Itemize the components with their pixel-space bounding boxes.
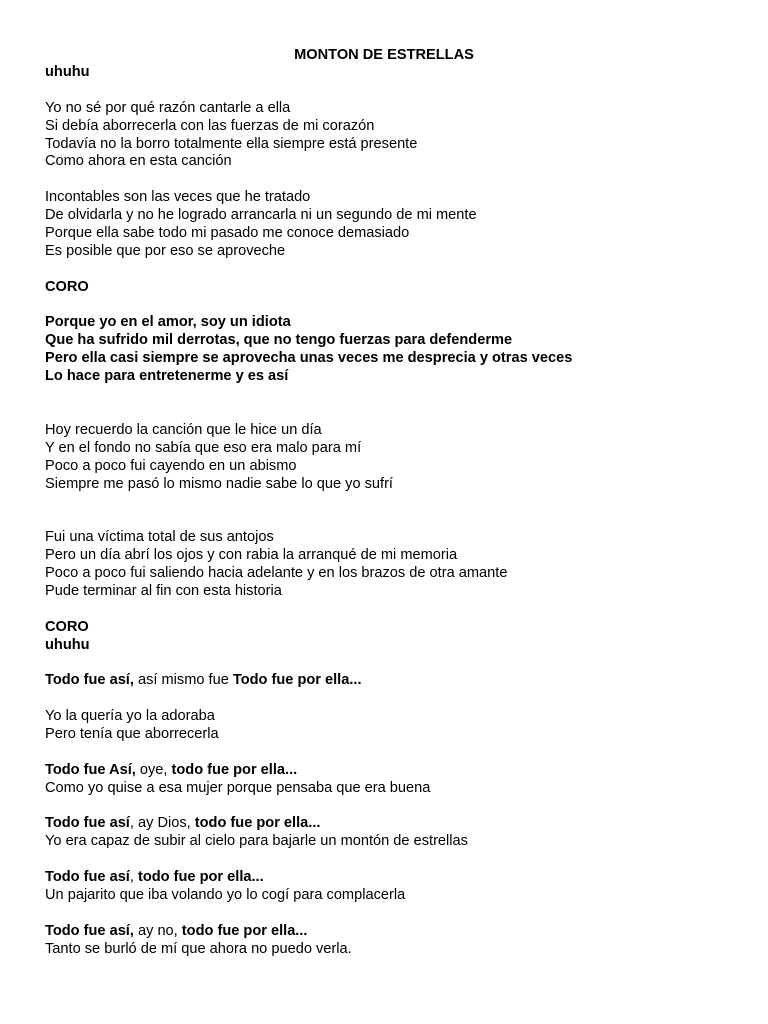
lyric-line: Porque ella sabe todo mi pasado me conoce demasiado — [45, 225, 410, 242]
verse-3 — [45, 422, 748, 494]
verse-5 — [45, 708, 748, 744]
lyric-line: Incontables son las veces que he tratado — [45, 189, 311, 206]
refrain-normal: ay no, — [133, 922, 182, 939]
refrain-bold: Todo fue Así, — [45, 761, 136, 778]
lyric-line: Pero tenía que aborrecerla — [45, 725, 219, 742]
lyric-line: Tanto se burló de mí que ahora no puedo verla. — [45, 940, 352, 957]
refrain-bold: Todo fue así — [45, 869, 130, 886]
lyric-line: Y en el fondo no sabía que eso era malo para mí — [45, 439, 362, 456]
refrain-normal: así mismo fue — [133, 672, 233, 689]
intro-line: uhuhu — [45, 64, 90, 80]
lyric-line: Pero un día abrí los ojos y con rabia la arranqué de mi memoria — [45, 547, 458, 564]
refrain-bold: todo fue por ella... — [194, 815, 321, 832]
refrain-bold: Todo fue así, — [45, 922, 134, 939]
verse-1 — [45, 100, 748, 172]
lyric-line: Hoy recuerdo la canción que le hice un día — [45, 421, 322, 438]
lyrics-body — [45, 64, 748, 959]
refrain-bold: todo fue por ella... — [137, 869, 264, 886]
lyric-line: Siempre me pasó lo mismo nadie sabe lo que yo sufrí — [45, 475, 393, 492]
refrain-normal: oye, — [135, 761, 172, 778]
page-title: MONTON DE ESTRELLAS — [294, 47, 474, 63]
coro-line: Lo hace para entretenerme y es así — [45, 368, 289, 385]
lyric-line: Un pajarito que iba volando yo lo cogí para complacerla — [45, 887, 406, 903]
coro-line: Porque yo en el amor, soy un idiota — [45, 314, 291, 331]
lyric-line: Si debía aborrecerla con las fuerzas de mi corazón — [45, 117, 375, 134]
coro-label: CORO — [45, 618, 89, 635]
lyric-line: Poco a poco fui cayendo en un abismo — [45, 457, 297, 474]
refrain-bold: Todo fue por ella... — [232, 672, 362, 689]
refrain-bold: todo fue por ella... — [171, 761, 298, 778]
refrain-bold: todo fue por ella... — [181, 922, 308, 939]
refrain-line — [45, 762, 748, 780]
lyric-line: Yo era capaz de subir al cielo para bajarle un montón de estrellas — [45, 833, 468, 850]
lyric-line: Es posible que por eso se aproveche — [45, 242, 286, 259]
refrain-normal: , — [129, 869, 138, 886]
coro-block — [45, 314, 748, 386]
lyric-line: Como yo quise a esa mujer porque pensaba que era buena — [45, 779, 431, 796]
coro-line: Pero ella casi siempre se aprovecha unas veces me desprecia y otras veces — [45, 350, 573, 367]
lyric-line: Pude terminar al fin con esta historia — [45, 582, 282, 599]
coro-line: Que ha sufrido mil derrotas, que no tengo fuerzas para defenderme — [45, 332, 513, 349]
verse-2 — [45, 189, 748, 261]
lyric-line: Como ahora en esta canción — [45, 153, 232, 170]
verse-4 — [45, 529, 748, 601]
refrain-bold: Todo fue así, — [45, 672, 134, 689]
lyric-line: Yo la quería yo la adoraba — [45, 708, 215, 725]
lyric-line: Todavía no la borro totalmente ella siempre está presente — [45, 135, 418, 152]
lyric-line: Fui una víctima total de sus antojos — [45, 529, 274, 546]
refrain-line — [45, 815, 748, 833]
intro-line: uhuhu — [45, 636, 90, 653]
lyric-line: Poco a poco fui saliendo hacia adelante y en los brazos de otra amante — [45, 564, 508, 581]
coro-label: CORO — [45, 278, 89, 295]
lyric-line: Yo no sé por qué razón cantarle a ella — [45, 99, 291, 116]
refrain-normal: , ay Dios, — [129, 815, 195, 832]
refrain-line — [45, 869, 748, 887]
refrain-line — [45, 672, 748, 690]
refrain-bold: Todo fue así — [45, 815, 130, 832]
refrain-line — [45, 923, 748, 941]
lyric-line: De olvidarla y no he logrado arrancarla ni un segundo de mi mente — [45, 207, 477, 224]
